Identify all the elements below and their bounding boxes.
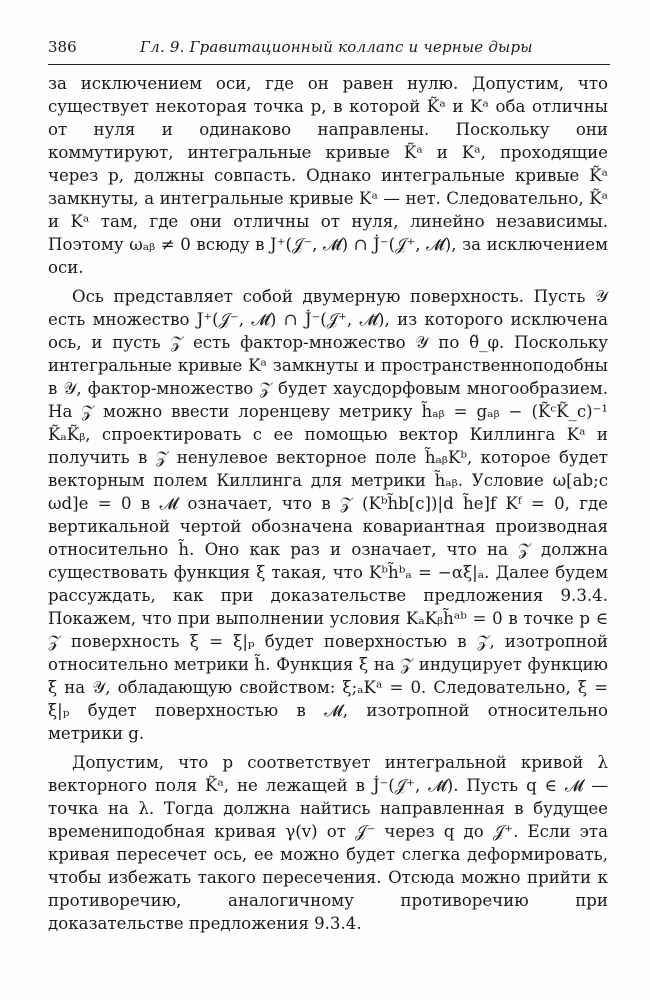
paragraph-1: за исключением оси, где он равен нулю. Допустим, что существует некоторая точка p, в которой K̃ᵃ и Kᵃ оба отличны от нуля и одинаково направлены. Поскольку они коммутируют, интегральные кривые K̃ᵃ и Kᵃ, проходящие через p, должны совпасть. Однако интегральные кривые K̃ᵃ замкнуты, а интегральные кривые Kᵃ — нет. Следовательно, K̃ᵃ и Kᵃ там, где они отличны от нуля, линейно независимы. Поэтому ωₐᵦ ≠ 0 всюду в J⁺(𝒥⁻, 𝓜̄) ∩ J̇⁻(𝒥⁺, 𝓜̄), за исключением оси.	[48, 74, 608, 277]
paragraph-3: Допустим, что p соответствует интегральной кривой λ векторного поля K̃ᵃ, не лежащей в J̇⁻(𝒥⁺, 𝓜̄). Пусть q ∈ 𝓜 — точка на λ. Тогда должна найтись направленная в будущее времениподобная кривая γ(v) от 𝒥⁻ через q до 𝒥⁺. Если эта кривая пересечет ось, ее можно будет слегка деформировать, чтобы избежать такого пересечения. Отсюда можно прийти к противоречию, аналогичному противоречию при доказательстве предложения 9.3.4.	[48, 753, 608, 933]
page-number: 386	[48, 38, 77, 56]
paragraph-2: Ось представляет собой двумерную поверхность. Пусть 𝒴 есть множество J⁺(𝒥⁻, 𝓜̄) ∩ J̇⁻(𝒥⁺, 𝓜̄), из которого исключена ось, и пусть 𝒵 есть фактор-множество 𝒴 по θ̃_φ. Поскольку интегральные кривые Kᵃ замкнуты и пространственноподобны в 𝒴, фактор-множество 𝒵 будет хаусдорфовым многообразием. На 𝒵 можно ввести лоренцеву метрику h̃ₐᵦ = gₐᵦ − (K̃ᶜK̃_c)⁻¹ K̃ₐK̃ᵦ, спроектировать с ее помощью вектор Киллинга Kᵃ и получить в 𝒵 ненулевое векторное поле h̃ₐᵦKᵇ, которое будет векторным полем Киллинга для метрики h̃ₐᵦ. Условие ω[ab;c ωd]e = 0 в 𝓜 означает, что в 𝒵 (Kᵇh̃b[c])|d h̃e]f Kᶠ = 0, где вертикальной чертой обозначена ковариантная производная относительно h̃. Оно как раз и означает, что на 𝒵 должна существовать функция ξ такая, что Kᵇh̃ᵇₐ = −αξ|ₐ. Далее будем рассуждать, как при доказательстве предложения 9.3.4. Покажем, что при выполнении условия KₐKᵦh̃ᵃᵇ = 0 в точке p ∈ 𝒵 поверхность ξ = ξ|ₚ будет поверхностью в 𝒵, изотропной относительно метрики h̃. Функция ξ на 𝒵 индуцирует функцию ξ на 𝒴, обладающую свойством: ξ;ₐKᵃ = 0. Следовательно, ξ = ξ|ₚ будет поверхностью в 𝓜, изотропной относительно метрики g.	[48, 287, 608, 743]
header-rule	[48, 64, 610, 65]
running-head: Гл. 9. Гравитационный коллапс и черные дыры	[140, 38, 533, 56]
page-body	[48, 72, 608, 935]
